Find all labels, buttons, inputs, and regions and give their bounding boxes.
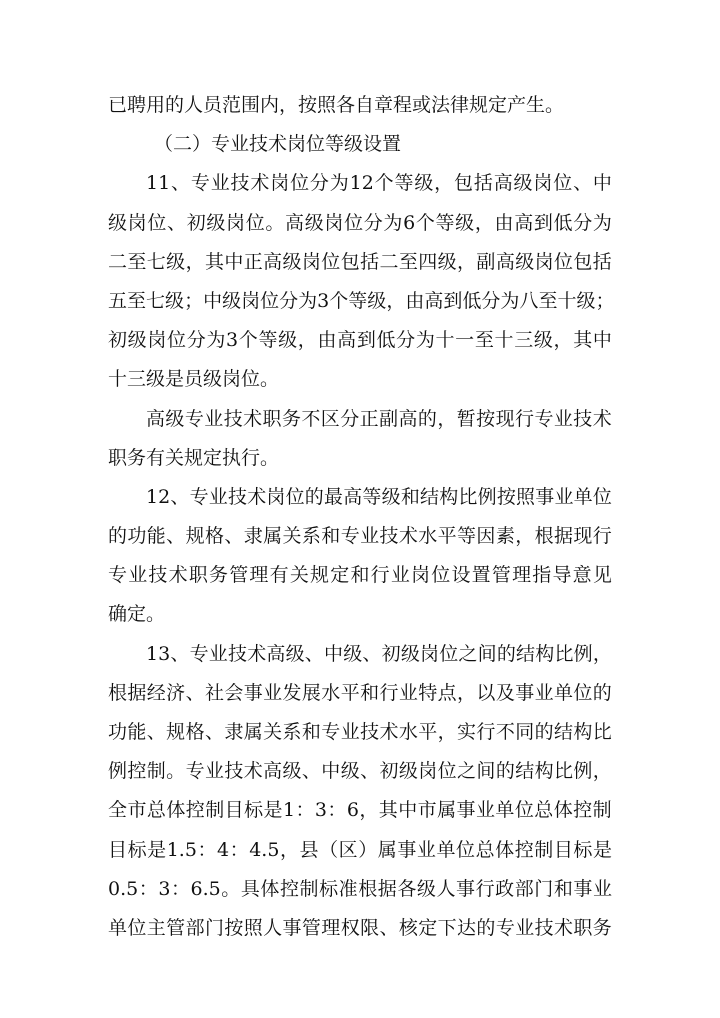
- text-line: 级 岗 位 、 初 级 岗 位 。 高 级 岗 位 分 为 6 个 等 级 ， 由 高 到 低 分 为: [108, 211, 612, 234]
- text-line: 目 标 是 1.5 ： 4 ： 4.5 ， 县 （ 区 ） 属 事 业 单 位 总 体 控 制 目 标 是: [108, 838, 612, 861]
- text-line: 11 、 专 业 技 术 岗 位 分 为 12 个 等 级 ， 包 括 高 级 岗 位 、 中: [146, 172, 612, 195]
- text-line: 单 位 主 管 部 门 按 照 人 事 管 理 权 限 、 核 定 下 达 的 专 业 技 术 职 务: [108, 916, 612, 939]
- text-line: 功 能 、 规 格 、 隶 属 关 系 和 专 业 技 术 水 平 ， 实 行 不 同 的 结 构 比: [108, 721, 612, 743]
- text-line: 12 、 专 业 技 术 岗 位 的 最 高 等 级 和 结 构 比 例 按 照 事 业 单 位: [146, 485, 612, 508]
- text-line: 的 功 能 、 规 格 、 隶 属 关 系 和 专 业 技 术 水 平 等 因 素 ， 根 据 现 行: [108, 525, 612, 548]
- text-line: 初 级 岗 位 分 为 3 个 等 级 ， 由 高 到 低 分 为 十 一 至 十 三 级 ， 其 中: [108, 329, 612, 352]
- text-line: 二 至 七 级 ， 其 中 正 高 级 岗 位 包 括 二 至 四 级 ， 副 高 级 岗 位 包 括: [108, 250, 612, 273]
- text-line: 职务有关规定执行。: [108, 446, 280, 469]
- text-line: 五 至 七 级 ； 中 级 岗 位 分 为 3 个 等 级 ， 由 高 到 低 分 为 八 至 十 级 ；: [108, 289, 615, 312]
- text-line: 确定。: [108, 603, 166, 626]
- text-line: 全 市 总 体 控 制 目 标 是 1 ： 3 ： 6 ， 其 中 市 属 事 业 单 位 总 体 控 制: [108, 799, 612, 822]
- text-line: 13 、 专 业 技 术 高 级 、 中 级 、 初 级 岗 位 之 间 的 结 构 比 例 ，: [146, 642, 612, 665]
- text-line: 高 级 专 业 技 术 职 务 不 区 分 正 副 高 的 ， 暂 按 现 行 专 业 技 术: [146, 407, 612, 430]
- text-line: 十三级是员级岗位。: [108, 368, 280, 391]
- section-heading: （二）专业技术岗位等级设置: [154, 133, 402, 156]
- document-body: [108, 86, 615, 948]
- text-line: 例 控 制 。 专 业 技 术 高 级 、 中 级 、 初 级 岗 位 之 间 的 结 构 比 例 ，: [108, 760, 612, 783]
- text-line: 专 业 技 术 职 务 管 理 有 关 规 定 和 行 业 岗 位 设 置 管 理 指 导 意 见: [108, 564, 612, 587]
- text-line: 根 据 经 济 、 社 会 事 业 发 展 水 平 和 行 业 特 点 ， 以 及 事 业 单 位 的: [108, 681, 612, 704]
- text-line: 0.5 ： 3 ： 6.5 。 具 体 控 制 标 准 根 据 各 级 人 事 行 政 部 门 和 事 业: [108, 877, 612, 900]
- text-line: 已聘用的人员范围内，按照各自章程或法律规定产生。: [108, 94, 565, 116]
